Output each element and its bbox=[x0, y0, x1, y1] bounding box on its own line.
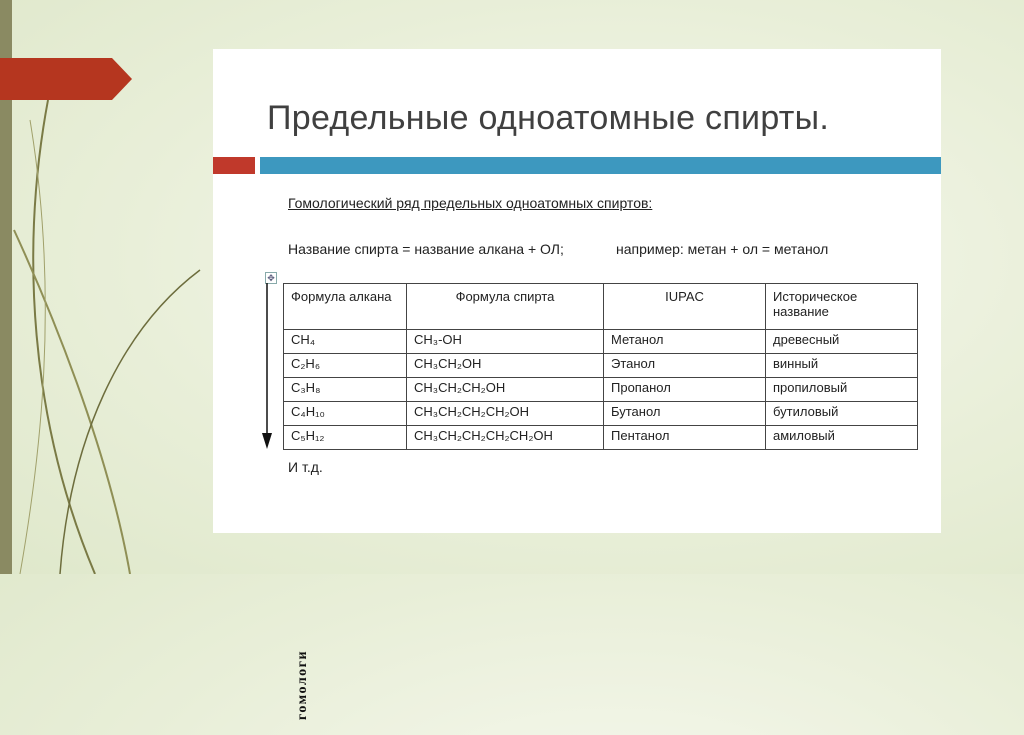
table-header-row bbox=[284, 284, 918, 330]
alcohol-formula: CH₃-OH bbox=[407, 330, 604, 354]
down-arrow-icon bbox=[254, 281, 284, 451]
header-historic-name: Историческое название bbox=[766, 284, 918, 330]
iupac-name: Бутанол bbox=[604, 402, 766, 426]
slide-title: Предельные одноатомные спирты. bbox=[267, 99, 830, 137]
alcohol-formula: CH₃CH₂CH₂OH bbox=[407, 378, 604, 402]
historic-name: пропиловый bbox=[766, 378, 918, 402]
table-row bbox=[284, 402, 918, 426]
iupac-name: Пентанол bbox=[604, 426, 766, 450]
table-row bbox=[284, 378, 918, 402]
header-alkane-formula: Формула алкана bbox=[284, 284, 407, 330]
homologs-label: гомологи bbox=[295, 649, 310, 721]
table-move-handle-icon[interactable]: ✥ bbox=[265, 272, 277, 284]
iupac-name: Этанол bbox=[604, 354, 766, 378]
header-iupac: IUPAC bbox=[604, 284, 766, 330]
historic-name: винный bbox=[766, 354, 918, 378]
alkane-formula: C₃H₈ bbox=[284, 378, 407, 402]
red-arrow-marker bbox=[0, 58, 132, 100]
etc-note: И т.д. bbox=[288, 459, 323, 475]
historic-name: бутиловый bbox=[766, 402, 918, 426]
header-alcohol-formula: Формула спирта bbox=[407, 284, 604, 330]
slide-content bbox=[213, 49, 941, 721]
historic-name: амиловый bbox=[766, 426, 918, 450]
table-row bbox=[284, 426, 918, 450]
historic-name: древесный bbox=[766, 330, 918, 354]
alkane-formula: C₅H₁₂ bbox=[284, 426, 407, 450]
table-row bbox=[284, 354, 918, 378]
alkane-formula: C₄H₁₀ bbox=[284, 402, 407, 426]
title-accent-red bbox=[213, 157, 255, 174]
alcohol-formula: CH₃CH₂CH₂CH₂CH₂OH bbox=[407, 426, 604, 450]
alkane-formula: CH₄ bbox=[284, 330, 407, 354]
alcohol-formula: CH₃CH₂CH₂CH₂OH bbox=[407, 402, 604, 426]
alkane-formula: C₂H₆ bbox=[284, 354, 407, 378]
alcohol-formula: CH₃CH₂OH bbox=[407, 354, 604, 378]
iupac-name: Метанол bbox=[604, 330, 766, 354]
alcohols-table bbox=[283, 283, 918, 450]
homologous-series-heading: Гомологический ряд предельных одноатомных спиртов: bbox=[288, 195, 653, 211]
table-row bbox=[284, 330, 918, 354]
naming-example: например: метан + ол = метанол bbox=[616, 241, 829, 257]
title-accent-blue bbox=[260, 157, 941, 174]
naming-rule: Название спирта = название алкана + ОЛ; bbox=[288, 241, 564, 257]
iupac-name: Пропанол bbox=[604, 378, 766, 402]
